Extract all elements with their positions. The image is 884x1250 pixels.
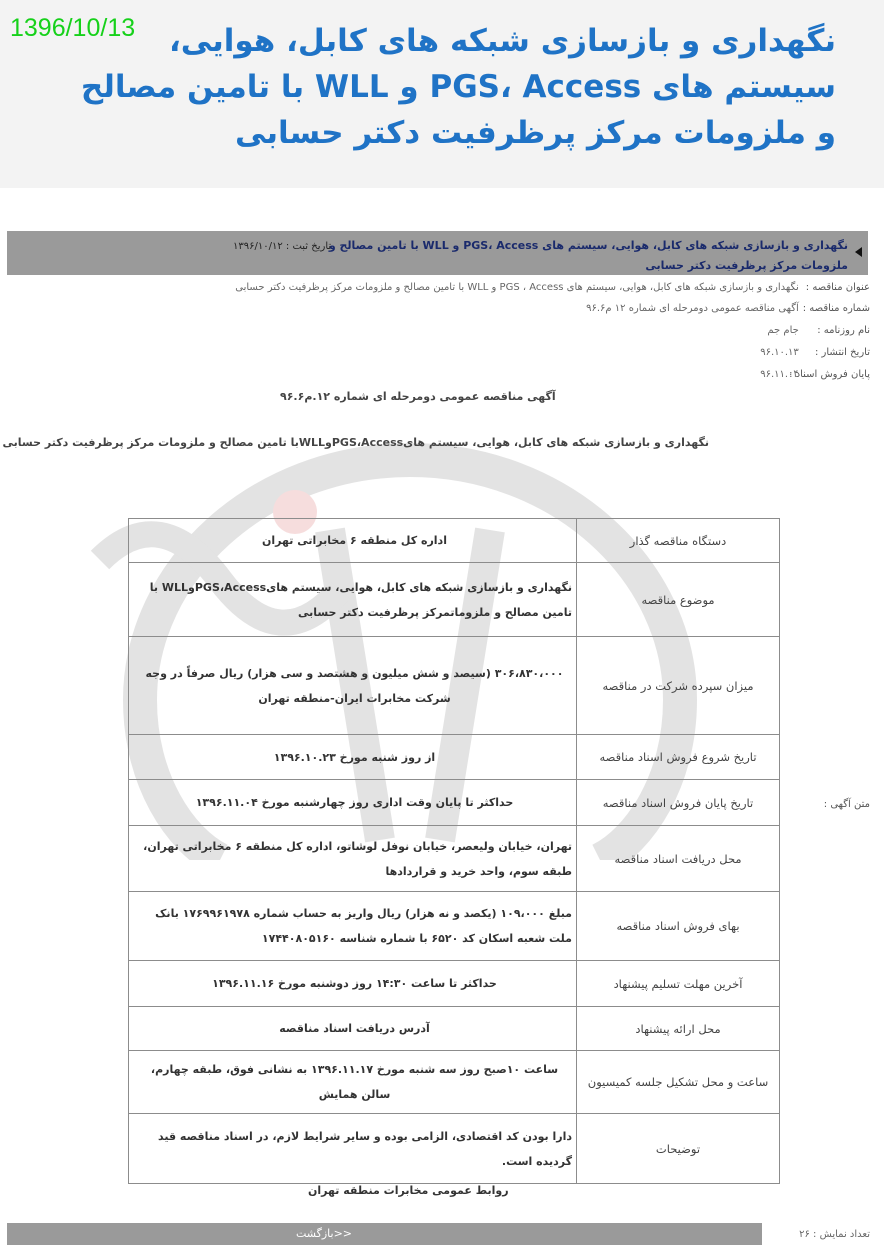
table-row (129, 780, 780, 826)
bottom-bar (7, 1223, 762, 1245)
table-row (129, 1051, 780, 1114)
table-row (129, 892, 780, 961)
table-row (129, 735, 780, 780)
table-row (129, 826, 780, 892)
view-count: تعداد نمایش : ۲۶ (799, 1229, 870, 1240)
meta-value: نگهداری و بازسازی شبکه های کابل، هوایی، سیستم های PGS ، Access و WLL با تامین مصالح و ملزومات مرکز پرظرفیت دکتر حسابی (235, 282, 799, 293)
ad-heading: آگهی مناقصه عمومی دومرحله ای شماره ۱۲.م۹۶.۶ (280, 390, 556, 403)
banner-date: 1396/10/13 (10, 14, 136, 42)
row-value: حداکثر تا ساعت ۱۴:۳۰ روز دوشنبه مورخ ۱۳۹۶.۱۱.۱۶ (129, 961, 577, 1007)
meta-label: شماره مناقصه : (802, 303, 870, 314)
meta-label: عنوان مناقصه : (805, 282, 870, 293)
meta-label: تاریخ انتشار : (815, 347, 870, 358)
row-value: نگهداری و بازسازی شبکه های کابل، هوایی، سیستم هایPGS،AccessوWLL با تامین مصالح و ملزوماتمرکز پرظرفیت دکتر حسابی (129, 563, 577, 637)
row-value: ۳۰۶،۸۳۰،۰۰۰ (سیصد و شش میلیون و هشتصد و سی هزار) ریال صرفاً در وجه شرکت مخابرات ایران-منطقه تهران (129, 637, 577, 735)
table-row (129, 637, 780, 735)
top-banner (0, 0, 884, 188)
row-value: از روز شنبه مورخ ۱۳۹۶.۱۰.۲۳ (129, 735, 577, 780)
registration-date-value: ۱۳۹۶/۱۰/۱۲ (233, 241, 283, 252)
row-value: حداکثر تا پایان وقت اداری روز چهارشنبه مورخ ۱۳۹۶.۱۱.۰۴ (129, 780, 577, 826)
meta-row-title (235, 282, 870, 293)
row-value: دارا بودن کد اقتصادی، الزامی بوده و سایر شرایط لازم، در اسناد مناقصه قید گردیده است. (129, 1114, 577, 1184)
row-key: ساعت و محل تشکیل جلسه کمیسیون (577, 1051, 780, 1114)
row-key: بهای فروش اسناد مناقصه (577, 892, 780, 961)
row-value: ساعت ۱۰صبح روز سه شنبه مورخ ۱۳۹۶.۱۱.۱۷ به نشانی فوق، طبقه چهارم، سالن همایش (129, 1051, 577, 1114)
meta-row-number (586, 303, 870, 314)
row-key: تاریخ پایان فروش اسناد مناقصه (577, 780, 780, 826)
table-row (129, 1007, 780, 1051)
collapse-arrow-icon[interactable] (855, 247, 862, 257)
table-row (129, 961, 780, 1007)
ad-subject: نگهداری و بازسازی شبکه های کابل، هوایی، سیستم هایPGS،AccessوWLLبا تامین مصالح و ملزومات مرکز پرظرفیت دکتر حسابی (2, 436, 709, 449)
meta-value: ۹۶.۱۱.۰۴ (760, 369, 799, 380)
tender-details-table (128, 518, 780, 1184)
row-value: مبلغ ۱۰۹،۰۰۰ (یکصد و نه هزار) ریال واریز به حساب شماره ۱۷۶۹۹۶۱۹۷۸ بانک ملت شعبه اسکان کد ۶۵۲۰ با شماره شناسه ۱۷۴۴۰۸۰۵۱۶۰ (129, 892, 577, 961)
row-key: میزان سپرده شرکت در مناقصه (577, 637, 780, 735)
row-key: موضوع مناقصه (577, 563, 780, 637)
registration-date-label: تاریخ ثبت : (285, 241, 332, 252)
row-key: تاریخ شروع فروش اسناد مناقصه (577, 735, 780, 780)
row-value: تهران، خیابان ولیعصر، خیابان نوفل لوشاتو، اداره کل منطقه ۶ مخابراتی تهران، طبقه سوم، واحد خرید و قراردادها (129, 826, 577, 892)
row-key: محل دریافت اسناد مناقصه (577, 826, 780, 892)
registration-date (233, 241, 331, 252)
meta-row-publish-date (760, 347, 870, 358)
row-value: اداره کل منطقه ۶ مخابراتی تهران (129, 519, 577, 563)
table-row (129, 1114, 780, 1184)
ad-text-label: متن آگهی : (823, 799, 870, 810)
article-header (7, 231, 868, 275)
banner-title: نگهداری و بازسازی شبکه های کابل، هوایی، سیستم های PGS، Access و WLL با تامین مصالح و ملزومات مرکز پرظرفیت دکتر حسابی (80, 23, 836, 151)
table-row (129, 519, 780, 563)
row-key: محل ارائه پیشنهاد (577, 1007, 780, 1051)
row-key: توضیحات (577, 1114, 780, 1184)
row-key: آخرین مهلت تسلیم پیشنهاد (577, 961, 780, 1007)
signature: روابط عمومی مخابرات منطقه تهران (308, 1184, 509, 1197)
meta-value: جام جم (767, 325, 799, 336)
row-value: آدرس دریافت اسناد مناقصه (129, 1007, 577, 1051)
meta-value: آگهی مناقصه عمومی دومرحله ای شماره ۱۲ م۹۶.۶ (586, 303, 799, 314)
meta-row-sale-end (760, 369, 870, 380)
table-row (129, 563, 780, 637)
article-title: نگهداری و بازسازی شبکه های کابل، هوایی، سیستم های PGS، Access و WLL با تامین مصالح و ملزومات مرکز پرظرفیت دکتر حسابی (328, 239, 848, 272)
meta-label: نام روزنامه : (817, 325, 870, 336)
meta-label: پایان فروش اسناد : (789, 369, 870, 380)
meta-row-newspaper (767, 325, 870, 336)
back-link[interactable]: <<بازگشت (296, 1227, 353, 1240)
meta-value: ۹۶.۱۰.۱۳ (760, 347, 799, 358)
row-key: دستگاه مناقصه گذار (577, 519, 780, 563)
